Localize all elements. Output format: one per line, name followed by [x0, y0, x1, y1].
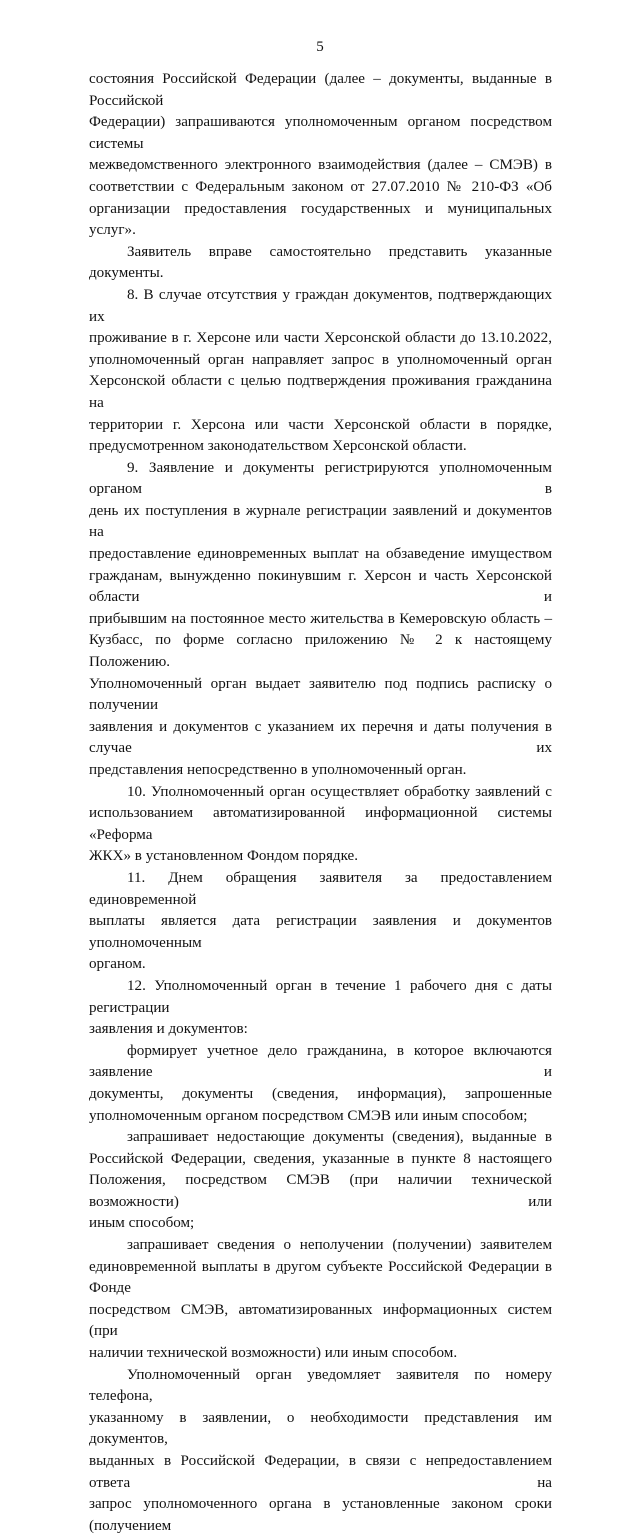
text-line: наличии технической возможности) или иным способом.	[89, 1345, 458, 1362]
text-line: выплаты является дата регистрации заявления и документов уполномоченным	[89, 913, 552, 951]
text-line: указанному в заявлении, о необходимости представления им документов,	[89, 1409, 552, 1448]
text-line: территории г. Херсона или части Херсонской области в порядке,	[89, 416, 552, 433]
text-line: предусмотренном законодательством Херсонской области.	[89, 438, 467, 455]
text-line: единовременной выплаты в другом субъекте Российской Федерации в Фонде	[89, 1258, 552, 1297]
text-line: уполномоченный орган направляет запрос в уполномоченный орган	[89, 351, 552, 368]
text-line: соответствии с Федеральным законом от 27.07.2010 № 210-ФЗ «Об	[89, 178, 552, 195]
text-line: выданных в Российской Федерации, в связи с непредоставлением ответа на	[89, 1453, 552, 1491]
text-line: Федерации) запрашиваются уполномоченным органом посредством системы	[89, 114, 552, 152]
text-line: проживание в г. Херсоне или части Херсонской области до 13.10.2022,	[89, 330, 552, 347]
text-line: межведомственного электронного взаимодействия (далее – СМЭВ) в	[89, 157, 552, 174]
text-line: запрос уполномоченного органа в установленные законом сроки (получением	[89, 1496, 552, 1534]
text-line: формирует учетное дело гражданина, в которое включаются заявление и	[89, 1042, 552, 1081]
text-line: состояния Российской Федерации (далее – документы, выданные в Российской	[89, 71, 552, 109]
text-line: органом.	[89, 956, 146, 973]
document-body	[89, 69, 552, 1537]
text-line: день их поступления в журнале регистрации заявлений и документов на	[89, 502, 552, 541]
text-line: 8. В случае отсутствия у граждан документов, подтверждающих их	[89, 286, 552, 325]
text-line: запрашивает сведения о неполучении (получении) заявителем	[127, 1237, 552, 1254]
text-line: представления непосредственно в уполномоченный орган.	[89, 762, 467, 778]
text-line: 11. Днем обращения заявителя за предоставлением единовременной	[89, 869, 552, 908]
text-line: ЖКХ» в установленном Фондом порядке.	[89, 848, 358, 865]
text-line: посредством СМЭВ, автоматизированных информационных систем (при	[89, 1301, 552, 1340]
text-line: 9. Заявление и документы регистрируются уполномоченным органом в	[89, 459, 552, 498]
text-line: иным способом;	[89, 1215, 195, 1232]
page-number: 5	[316, 39, 324, 55]
text-line: Уполномоченный орган уведомляет заявителя по номеру телефона,	[89, 1366, 552, 1405]
text-line: уполномоченным органом посредством СМЭВ или иным способом;	[89, 1107, 528, 1124]
text-line: 12. Уполномоченный орган в течение 1 рабочего дня с даты регистрации	[89, 977, 552, 1016]
text-line: Положения, посредством СМЭВ (при наличии технической возможности) или	[89, 1172, 552, 1210]
text-line: 10. Уполномоченный орган осуществляет обработку заявлений с	[127, 783, 552, 800]
text-line: гражданам, вынужденно покинувшим г. Херсон и часть Херсонской области и	[89, 567, 552, 606]
text-line: Кузбасс, по форме согласно приложению № 2 к настоящему Положению.	[89, 632, 552, 671]
text-line: использованием автоматизированной информационной системы «Реформа	[89, 805, 552, 843]
text-line: предоставление единовременных выплат на обзаведение имуществом	[89, 546, 552, 563]
text-line: Заявитель вправе самостоятельно представить указанные документы.	[89, 243, 552, 282]
text-line: организации предоставления государственных и муниципальных услуг».	[89, 200, 552, 239]
text-line: Херсонской области с целью подтверждения проживания гражданина на	[89, 373, 552, 411]
text-line: Российской Федерации, сведения, указанные в пункте 8 настоящего	[89, 1150, 552, 1167]
text-line: запрашивает недостающие документы (сведения), выданные в	[127, 1129, 552, 1146]
text-line: прибывшим на постоянное место жительства в Кемеровскую область –	[89, 610, 552, 627]
text-line: заявления и документов:	[89, 1021, 248, 1038]
text-line: Уполномоченный орган выдает заявителю под подпись расписку о получении	[89, 675, 552, 714]
text-line: документы, документы (сведения, информация), запрошенные	[89, 1085, 552, 1102]
text-line: заявления и документов с указанием их перечня и даты получения в случае их	[89, 718, 552, 757]
